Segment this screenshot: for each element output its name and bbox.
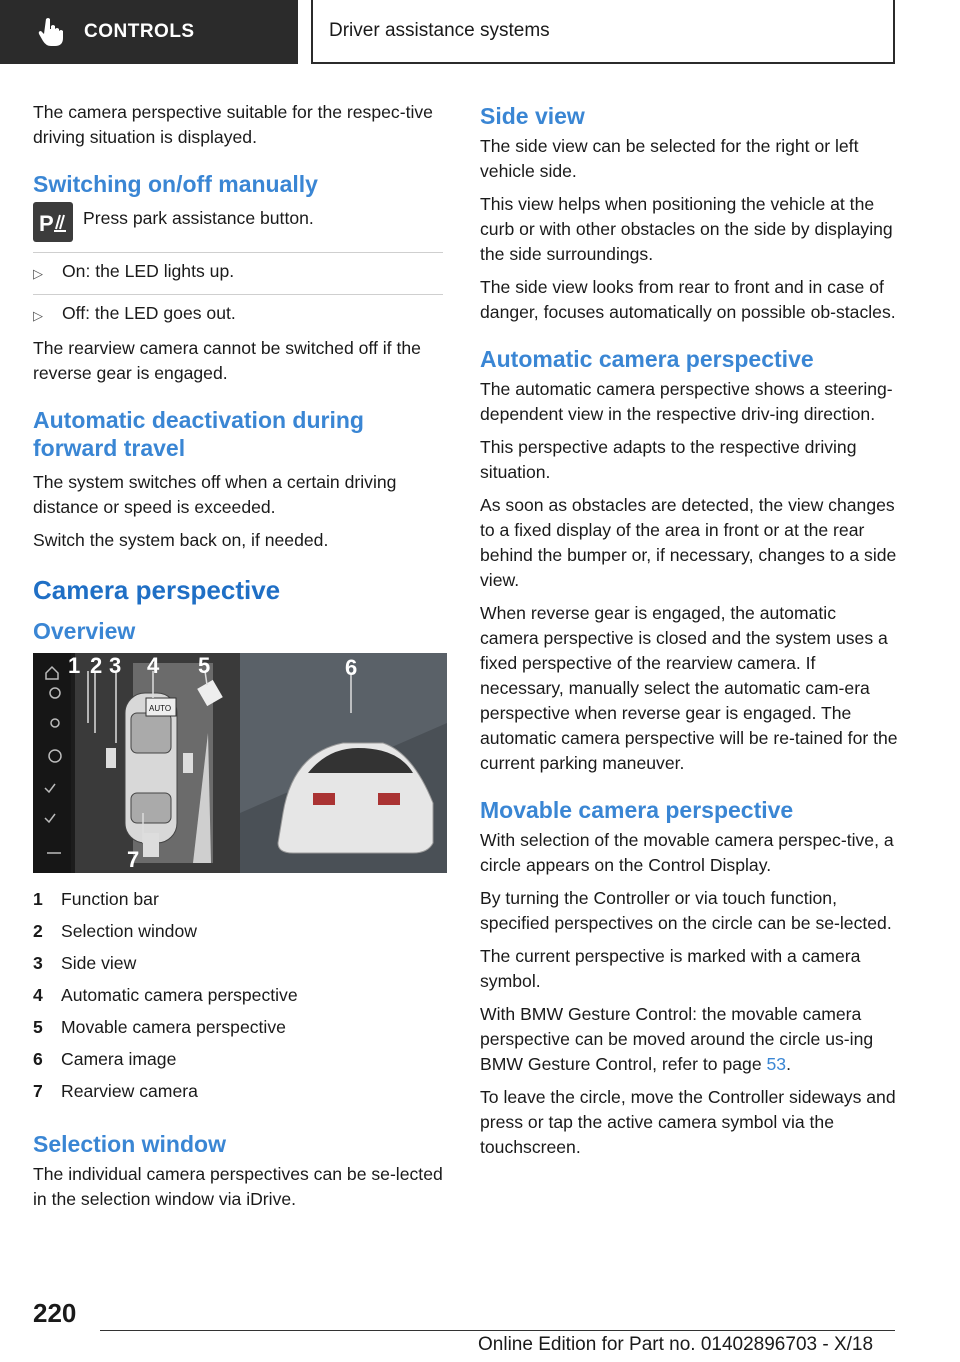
legend-item: 7 Rearview camera <box>33 1081 198 1101</box>
section-title: CONTROLS <box>84 21 195 42</box>
figure-label-7: 7 <box>127 847 140 872</box>
page-number: 220 <box>33 1298 77 1328</box>
legend-item: 3 Side view <box>33 953 137 973</box>
movable-perspective-text4: With BMW Gesture Control: the movable camera perspective can be moved around the circle us‐ing BMW Gesture Control, refer to page 53. <box>480 1004 874 1074</box>
svg-text:AUTO: AUTO <box>149 704 172 713</box>
automatic-perspective-text2: This perspective adapts to the respective driving situation. <box>480 437 857 482</box>
figure-label-1: 1 <box>68 653 81 678</box>
page-reference-link[interactable]: 53 <box>766 1054 787 1074</box>
legend-item: 4 Automatic camera perspective <box>33 985 298 1005</box>
figure-legend <box>33 887 443 1104</box>
automatic-perspective-heading: Automatic camera perspective <box>480 346 814 372</box>
chapter-title: Driver assistance systems <box>329 20 550 41</box>
selection-window-heading: Selection window <box>33 1131 226 1157</box>
overview-heading: Overview <box>33 618 136 644</box>
movable-perspective-heading: Movable camera perspective <box>480 797 794 823</box>
right-column <box>480 100 898 1168</box>
legend-item: 1 Function bar <box>33 889 159 909</box>
figure-label-4: 4 <box>147 653 160 678</box>
side-view-heading: Side view <box>480 103 585 129</box>
triangle-bullet-icon: ▷ <box>33 266 43 281</box>
camera-display-illustration <box>33 653 447 873</box>
automatic-perspective-text1: The automatic camera perspective shows a steering-dependent view in the respective driv‐ing direction. <box>480 379 893 424</box>
reverse-gear-text: The rearview camera cannot be switched off if the reverse gear is engaged. <box>33 338 421 383</box>
park-assist-button-icon <box>33 202 73 242</box>
auto-deactivation-text2: Switch the system back on, if needed. <box>33 530 329 550</box>
automatic-perspective-text4: When reverse gear is engaged, the automatic camera perspective is closed and the system uses a fixed perspective of the rearview camera. If necessary, manually select the automatic cam‐era perspective when reverse gear is engaged. The automatic camera perspective will be re‐tained for the current parking maneuver. <box>480 603 898 773</box>
figure-label-2: 2 <box>90 653 103 678</box>
figure-label-5: 5 <box>198 653 211 678</box>
bullet-off <box>33 294 443 328</box>
left-column <box>33 100 443 1220</box>
movable-perspective-text1: With selection of the movable camera perspec‐tive, a circle appears on the Control Display. <box>480 830 894 875</box>
auto-deactivation-text1: The system switches off when a certain driving distance or speed is exceeded. <box>33 472 397 517</box>
movable-perspective-text5: To leave the circle, move the Controller sideways and press or tap the active camera symbol via the touchscreen. <box>480 1087 896 1157</box>
side-view-text1: The side view can be selected for the right or left vehicle side. <box>480 136 859 181</box>
camera-display-figure <box>33 653 447 873</box>
bullet-off-text: Off: the LED goes out. <box>62 303 236 323</box>
park-assist-text: Press park assistance button. <box>83 208 314 228</box>
chapter-header <box>311 0 895 64</box>
park-assist-instruction <box>33 206 443 242</box>
intro-text: The camera perspective suitable for the respec‐tive driving situation is displayed. <box>33 102 433 147</box>
legend-item: 6 Camera image <box>33 1049 177 1069</box>
side-view-text2: This view helps when positioning the vehicle at the curb or with other obstacles on the side by displaying the side surroundings. <box>480 194 893 264</box>
automatic-perspective-text3: As soon as obstacles are detected, the view changes to a fixed display of the area in front or at the rear behind the bumper or, if necessary, changes to a side view. <box>480 495 897 590</box>
movable-perspective-text3: The current perspective is marked with a camera symbol. <box>480 946 861 991</box>
figure-label-6: 6 <box>345 655 358 680</box>
section-tab <box>0 0 298 64</box>
hand-pointer-icon <box>38 17 64 47</box>
figure-label-3: 3 <box>109 653 122 678</box>
legend-item: 5 Movable camera perspective <box>33 1017 286 1037</box>
side-view-text3: The side view looks from rear to front and in case of danger, focuses automatically on possible ob‐stacles. <box>480 277 896 322</box>
movable-perspective-text2: By turning the Controller or via touch function, specified perspectives on the circle can be se‐lected. <box>480 888 892 933</box>
switching-heading: Switching on/off manually <box>33 171 318 197</box>
bullet-on <box>33 252 443 286</box>
camera-perspective-heading: Camera perspective <box>33 575 281 605</box>
triangle-bullet-icon: ▷ <box>33 308 43 323</box>
selection-window-text: The individual camera perspectives can be se‐lected in the selection window via iDrive. <box>33 1164 443 1209</box>
edition-footer: Online Edition for Part no. 01402896703 - X/18 <box>478 1334 874 1355</box>
auto-deactivation-heading: Automatic deactivation during forward travel <box>33 407 364 461</box>
legend-item: 2 Selection window <box>33 921 197 941</box>
footer-divider <box>100 1330 895 1331</box>
svg-text:P: P <box>39 211 54 235</box>
bullet-on-text: On: the LED lights up. <box>62 261 235 281</box>
